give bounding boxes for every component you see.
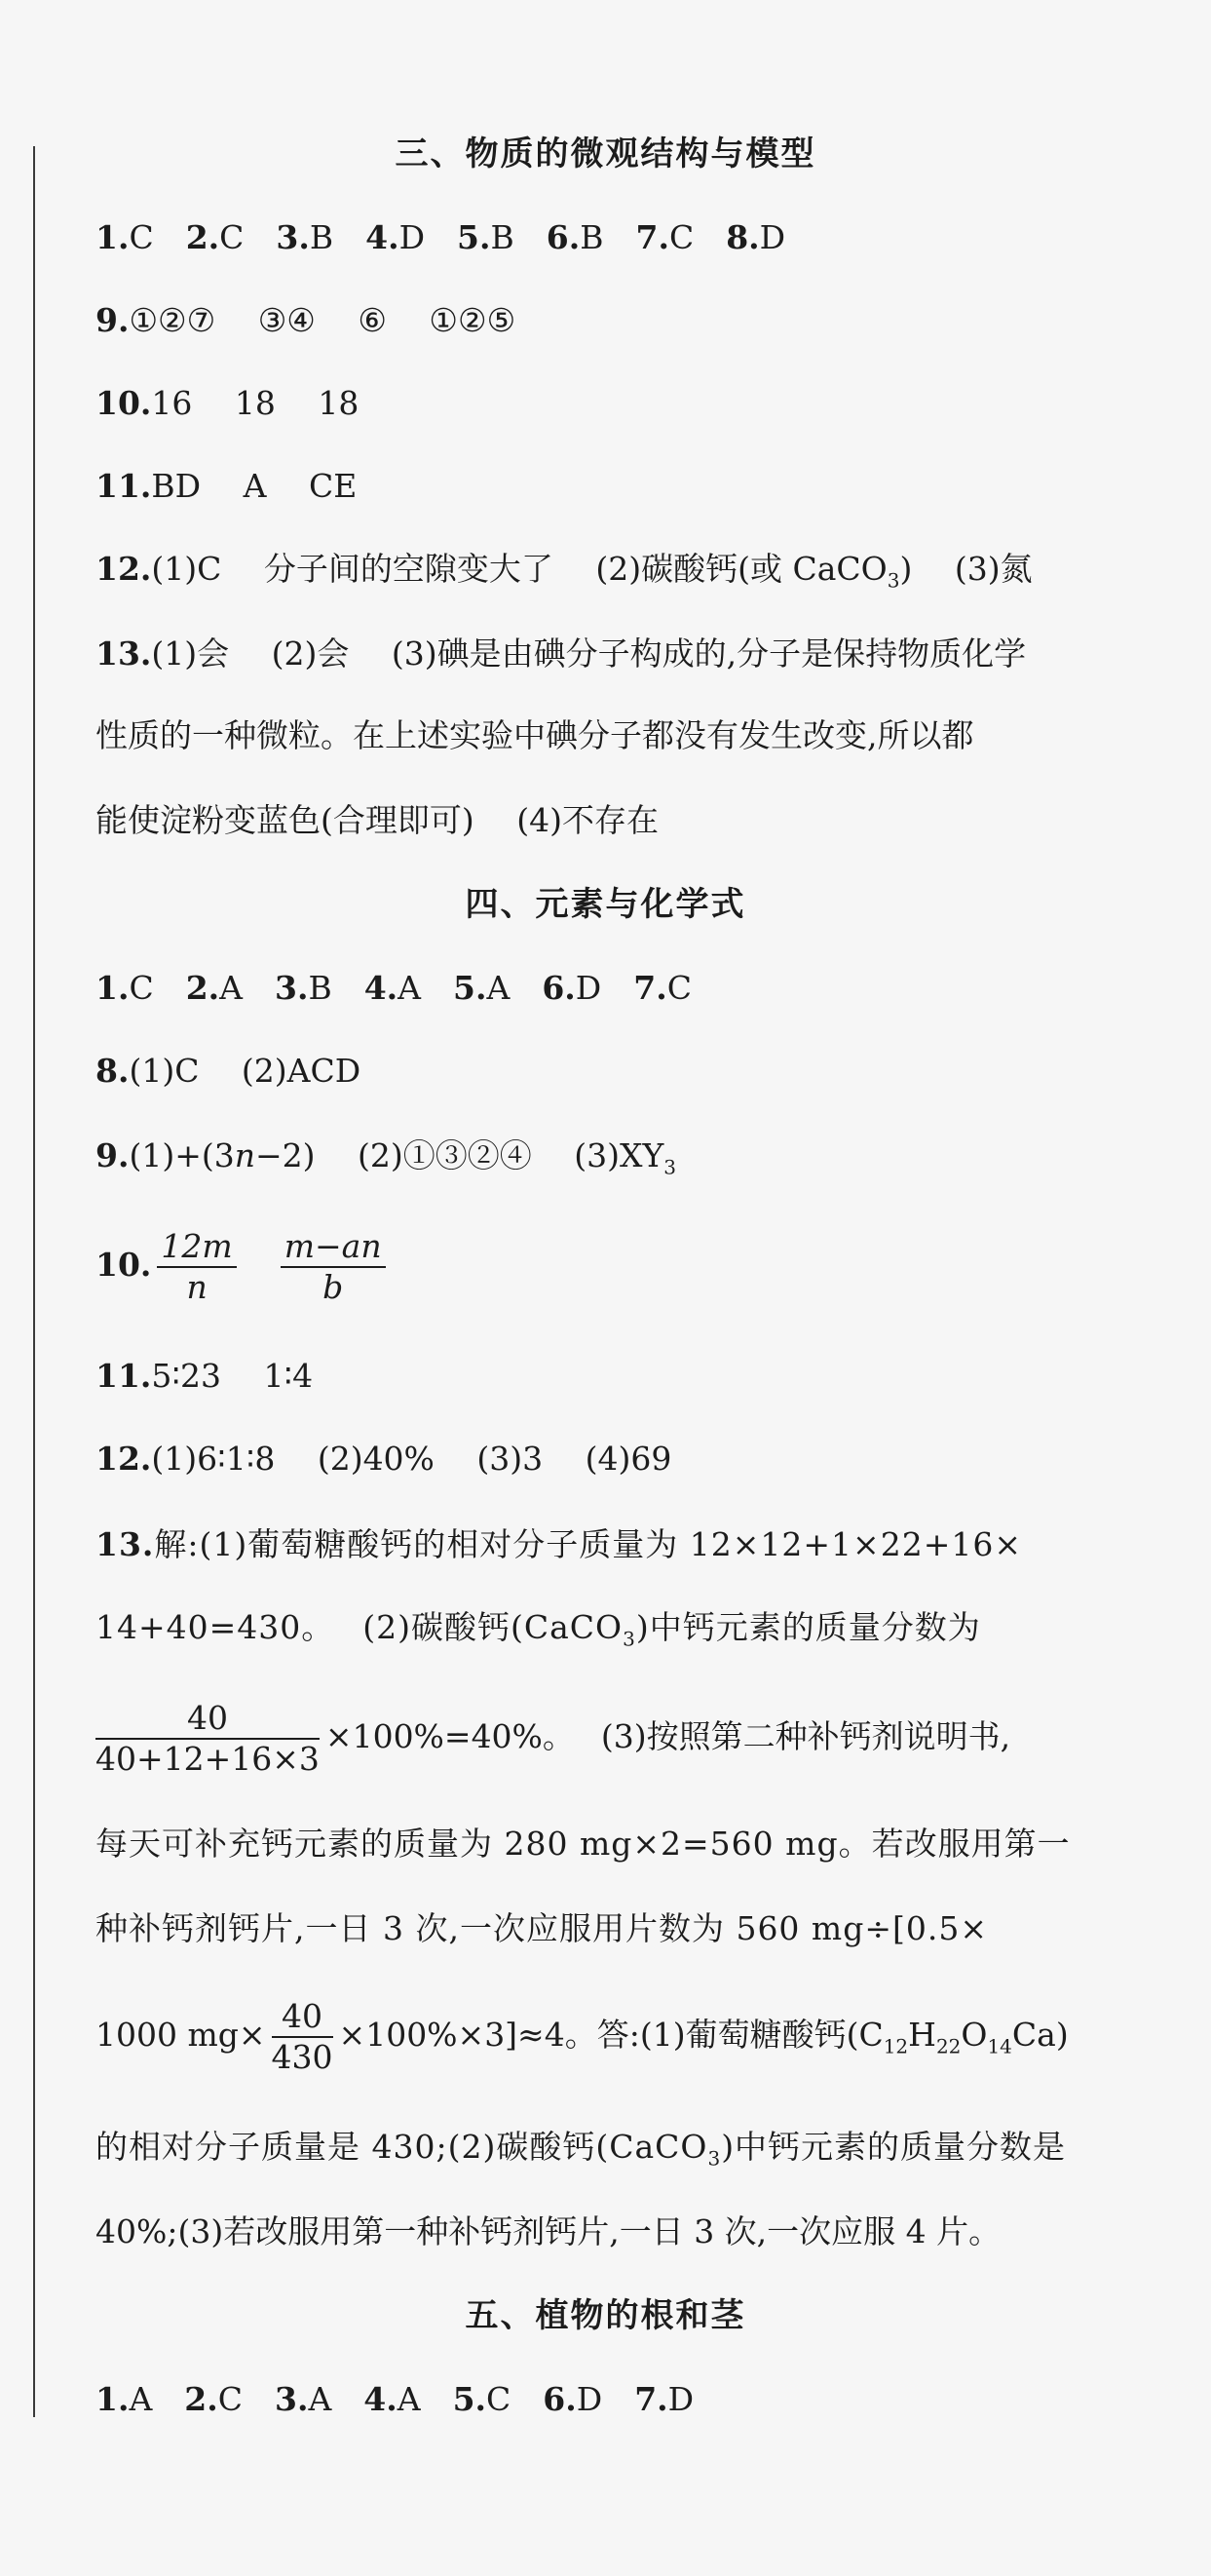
answer-row: 10.16 18 18 [95,384,360,422]
section-title: 三、物质的微观结构与模型 [395,135,816,173]
margin-rule [33,146,35,2417]
section-title: 四、元素与化学式 [465,885,746,924]
answer-row: 13.解:(1)葡萄糖酸钙的相对分子质量为 12×12+1×22+16× [95,1525,1022,1563]
answer-row-cont: 1000 mg× $\frac{40}{430}$ ×100%×3]≈4。答:(1)葡萄糖酸钙$(C_{12}H_{22}O_{14}Ca)$ [95,1997,1069,2076]
answer-row: 9.①②⑦ ③④ ⑥ ①②⑤ [95,301,516,339]
answer-row-cont: $\frac{40}{40+12+16\times 3}$ ×100%=40%。 (3)按照第二种补钙剂说明书, [95,1699,1011,1778]
answer-row: 1.C 2.A 3.B 4.A 5.A 6.D 7.C [95,969,692,1007]
answer-row: 9.(1)+(3n−2) (2)①③②④ $(3)XY_3$ [95,1136,676,1179]
answer-row-cont: 的相对分子质量是 430;(2)碳酸钙(CaCO$_3$)中钙元素的质量分数是 [95,2128,1067,2171]
answer-row: 13.(1)会 (2)会 (3)碘是由碘分子构成的,分子是保持物质化学 [95,634,1027,673]
fraction: $\frac{12m}{n}$ [157,1227,236,1307]
answer-row: 10. $\frac{12m}{n}$ $\frac{m-an}{b}$ [95,1222,392,1308]
answer-row: 8.(1)C (2)ACD [95,1052,361,1090]
answer-row-cont: 性质的一种微粒。在上述实验中碘分子都没有发生改变,所以都 [95,716,974,754]
fraction: $\frac{40}{430}$ [271,1997,333,2076]
answer-row: 12.(1)6∶1∶8 (2)40% (3)3 (4)69 [95,1440,672,1478]
fraction: $\frac{40}{40+12+16\times 3}$ [95,1699,320,1778]
answer-row-cont: 能使淀粉变蓝色(合理即可) (4)不存在 [95,801,659,839]
answer-row-cont: 40%;(3)若改服用第一种补钙剂钙片,一日 3 次,一次应服 4 片。 [95,2212,1002,2250]
answer-row: 11.BD A CE [95,467,358,505]
answer-row-cont: 每天可补充钙元素的质量为 280 mg×2=560 mg。若改服用第一 [95,1825,1071,1863]
fraction: $\frac{m-an}{b}$ [281,1227,386,1307]
answer-row-cont: 14+40=430。 (2)碳酸钙(CaCO$_3$)中钙元素的质量分数为 [95,1608,981,1651]
answer-row: 11.5∶23 1∶4 [95,1357,314,1395]
answer-row: 1.C 2.C 3.B 4.D 5.B 6.B 7.C 8.D [95,218,786,256]
answer-row: 1.A 2.C 3.A 4.A 5.C 6.D 7.D [95,2380,695,2418]
answer-row-cont: 种补钙剂钙片,一日 3 次,一次应服用片数为 560 mg÷[0.5× [95,1909,988,1947]
answer-row: 12.(1)C 分子间的空隙变大了 (2)碳酸钙(或 CaCO$_3$) (3)氮 [95,550,1033,593]
section-title: 五、植物的根和茎 [465,2296,746,2335]
